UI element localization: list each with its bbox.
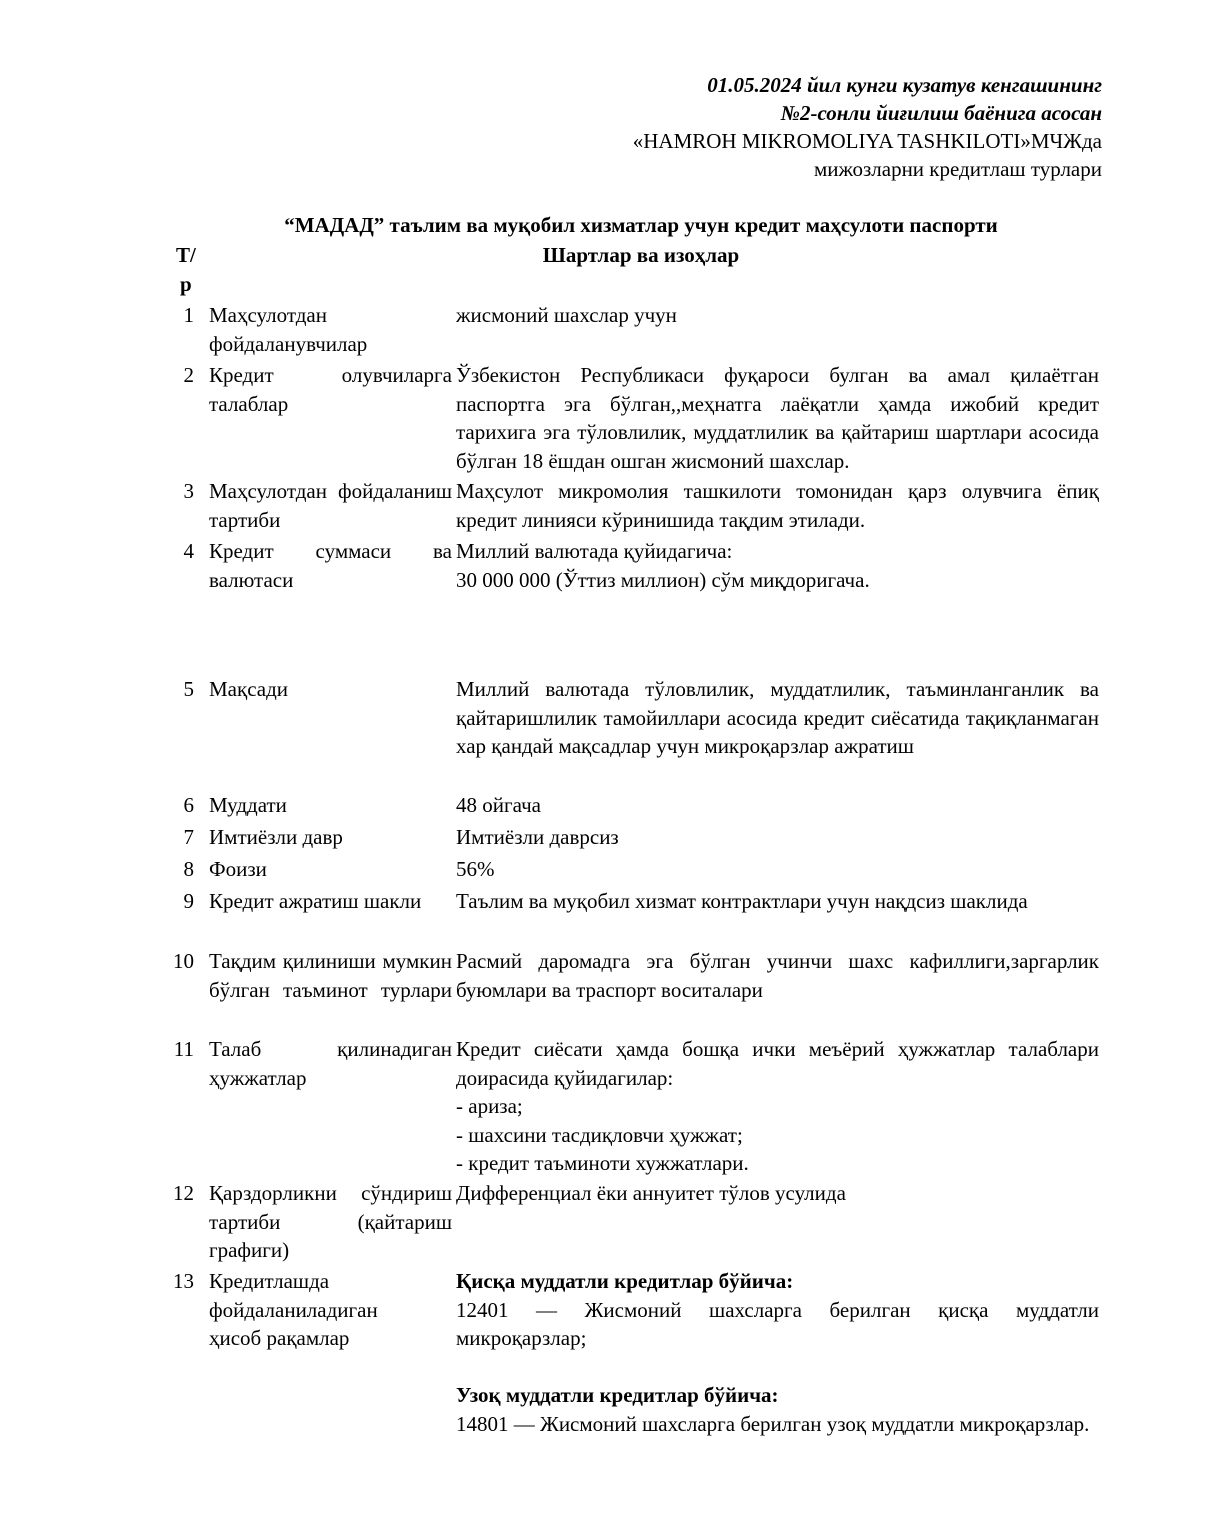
row-number: 6: [183, 793, 194, 817]
row-value-text: 30 000 000 (Ўттиз миллион) сўм миқдоригача.: [456, 567, 870, 592]
row-value: [456, 301, 1099, 330]
row-value-text: Имтиёзли даврсиз: [456, 825, 619, 849]
column-header-terms: Шартлар ва изоҳлар: [542, 243, 740, 267]
column-header-number-line-2: р: [180, 271, 192, 296]
row-name: Маҳсулотдан фойдаланиш тартиби: [209, 479, 452, 532]
row-number: 2: [183, 363, 194, 387]
short-term-accounts: 12401 — Жисмоний шахсларга берилган қисқа муддатли микроқарзлар;: [456, 1297, 1099, 1350]
row-name: Муддати: [209, 793, 287, 817]
row-name: Кредит суммаси ва валютаси: [209, 539, 452, 592]
row-value-text: Расмий даромадга эга бўлган учинчи шахс кафиллиги,заргарлик буюмлари ва траспорт воситалари: [456, 949, 1099, 1002]
long-term-heading: Узоқ муддатли кредитлар бўйича:: [456, 1383, 779, 1407]
row-number: 8: [183, 857, 194, 881]
row-value-text: Таълим ва муқобил хизмат контрактлари учун нақдсиз шаклида: [456, 889, 1028, 913]
row-value: [456, 361, 1099, 475]
header-line-4: мижозларни кредитлаш турлари: [813, 157, 1102, 181]
row-value: [456, 823, 1099, 852]
row-value-text: Ўзбекистон Республикаси фуқароси булган ва амал қилаётган паспортга эга бўлган,,меҳнатга лаёқатли ҳамда ижобий кредит тарихига эга тўловлилик, муддатлилик ва қайтариш шартлари асосида бўлган 18 ёшдан ошган жисмоний шахслар.: [456, 363, 1099, 473]
row-number: 1: [183, 303, 194, 327]
row-number: 11: [173, 1037, 194, 1061]
header-line-3: «HAMROH MIKROMOLIYA TASHKILOTI»МЧЖда: [632, 129, 1102, 153]
row-value-text: - ариза;: [456, 1094, 523, 1118]
row-number: 12: [173, 1181, 194, 1205]
row-name: Кредитлашда фойдаланиладиган ҳисоб рақамлар: [209, 1269, 378, 1350]
row-value: [456, 477, 1099, 534]
row-value-text: Маҳсулот микромолия ташкилоти томонидан қарз олувчига ёпиқ кредит линияси кўринишида тақдим этилади.: [456, 479, 1099, 532]
header-line-2: №2-сонли йиғилиш баёнига асосан: [780, 101, 1102, 125]
row-name-text: Тақдим қилиниши мумкин бўлган таъминот турлари: [209, 949, 452, 1002]
row-value-text: Миллий валютада қуйидагича:: [456, 539, 733, 563]
row-number: 3: [183, 479, 194, 503]
row-value: [456, 855, 1099, 884]
row-name: Фоизи: [209, 857, 267, 881]
row-value-text: жисмоний шахслар учун: [456, 303, 677, 327]
row-value-text: - кредит таъминоти хужжатлари.: [456, 1151, 749, 1175]
row-value: [456, 887, 1099, 916]
row-value: [456, 1267, 1099, 1438]
row-value-text: 48 ойгача: [456, 793, 541, 817]
row-number: 7: [183, 825, 194, 849]
header-line-1: 01.05.2024 йил кунги кузатув кенгашининг: [707, 73, 1102, 97]
row-name: Мақсади: [209, 677, 289, 701]
spacer: [456, 1353, 1099, 1382]
long-term-accounts: 14801 — Жисмоний шахсларга берилган узоқ муддатли микроқарзлар.: [456, 1411, 1090, 1436]
row-value: [456, 947, 1099, 1004]
row-value-text: 56%: [456, 857, 495, 881]
column-header-number-line-1: Т/: [176, 243, 196, 267]
row-name: [209, 947, 452, 1004]
short-term-heading: Қисқа муддатли кредитлар бўйича:: [456, 1269, 794, 1293]
row-value-text: - шахсини тасдиқловчи ҳужжат;: [456, 1122, 743, 1147]
row-value: [456, 675, 1099, 761]
row-number: 4: [183, 539, 194, 563]
row-number: 10: [173, 949, 194, 973]
row-value: [456, 791, 1099, 820]
row-name: Имтиёзли давр: [209, 825, 343, 849]
row-name: Маҳсулотдан фойдаланувчилар: [209, 303, 368, 356]
document-title: “МАДАД” таълим ва муқобил хизматлар учун кредит маҳсулоти паспорти: [284, 213, 998, 237]
row-name: Кредит ажратиш шакли: [209, 889, 422, 913]
row-value-text: Кредит сиёсати ҳамда бошқа ички меъёрий ҳужжатлар талаблари доирасида қуйидагилар:: [456, 1037, 1099, 1090]
row-number: 5: [183, 677, 194, 701]
row-value: [456, 1179, 1099, 1208]
row-name: Талаб қилинадиган ҳужжатлар: [209, 1037, 452, 1090]
row-name: Кредит олувчиларга талаблар: [209, 363, 452, 416]
row-value: [456, 537, 1099, 594]
row-value-text: Дифференциал ёки аннуитет тўлов усулида: [456, 1181, 846, 1205]
row-number: 13: [173, 1269, 194, 1293]
row-name: Қарздорликни сўндириш тартиби (қайтариш графиги): [209, 1181, 452, 1262]
row-value: [456, 1035, 1099, 1178]
row-number: 9: [183, 889, 194, 913]
row-value-text: Миллий валютада тўловлилик, муддатлилик, таъминланганлик ва қайтаришлилик тамойиллари асосида кредит сиёсатида тақиқланмаган хар қандай мақсадлар учун микроқарзлар ажратиш: [456, 677, 1099, 758]
